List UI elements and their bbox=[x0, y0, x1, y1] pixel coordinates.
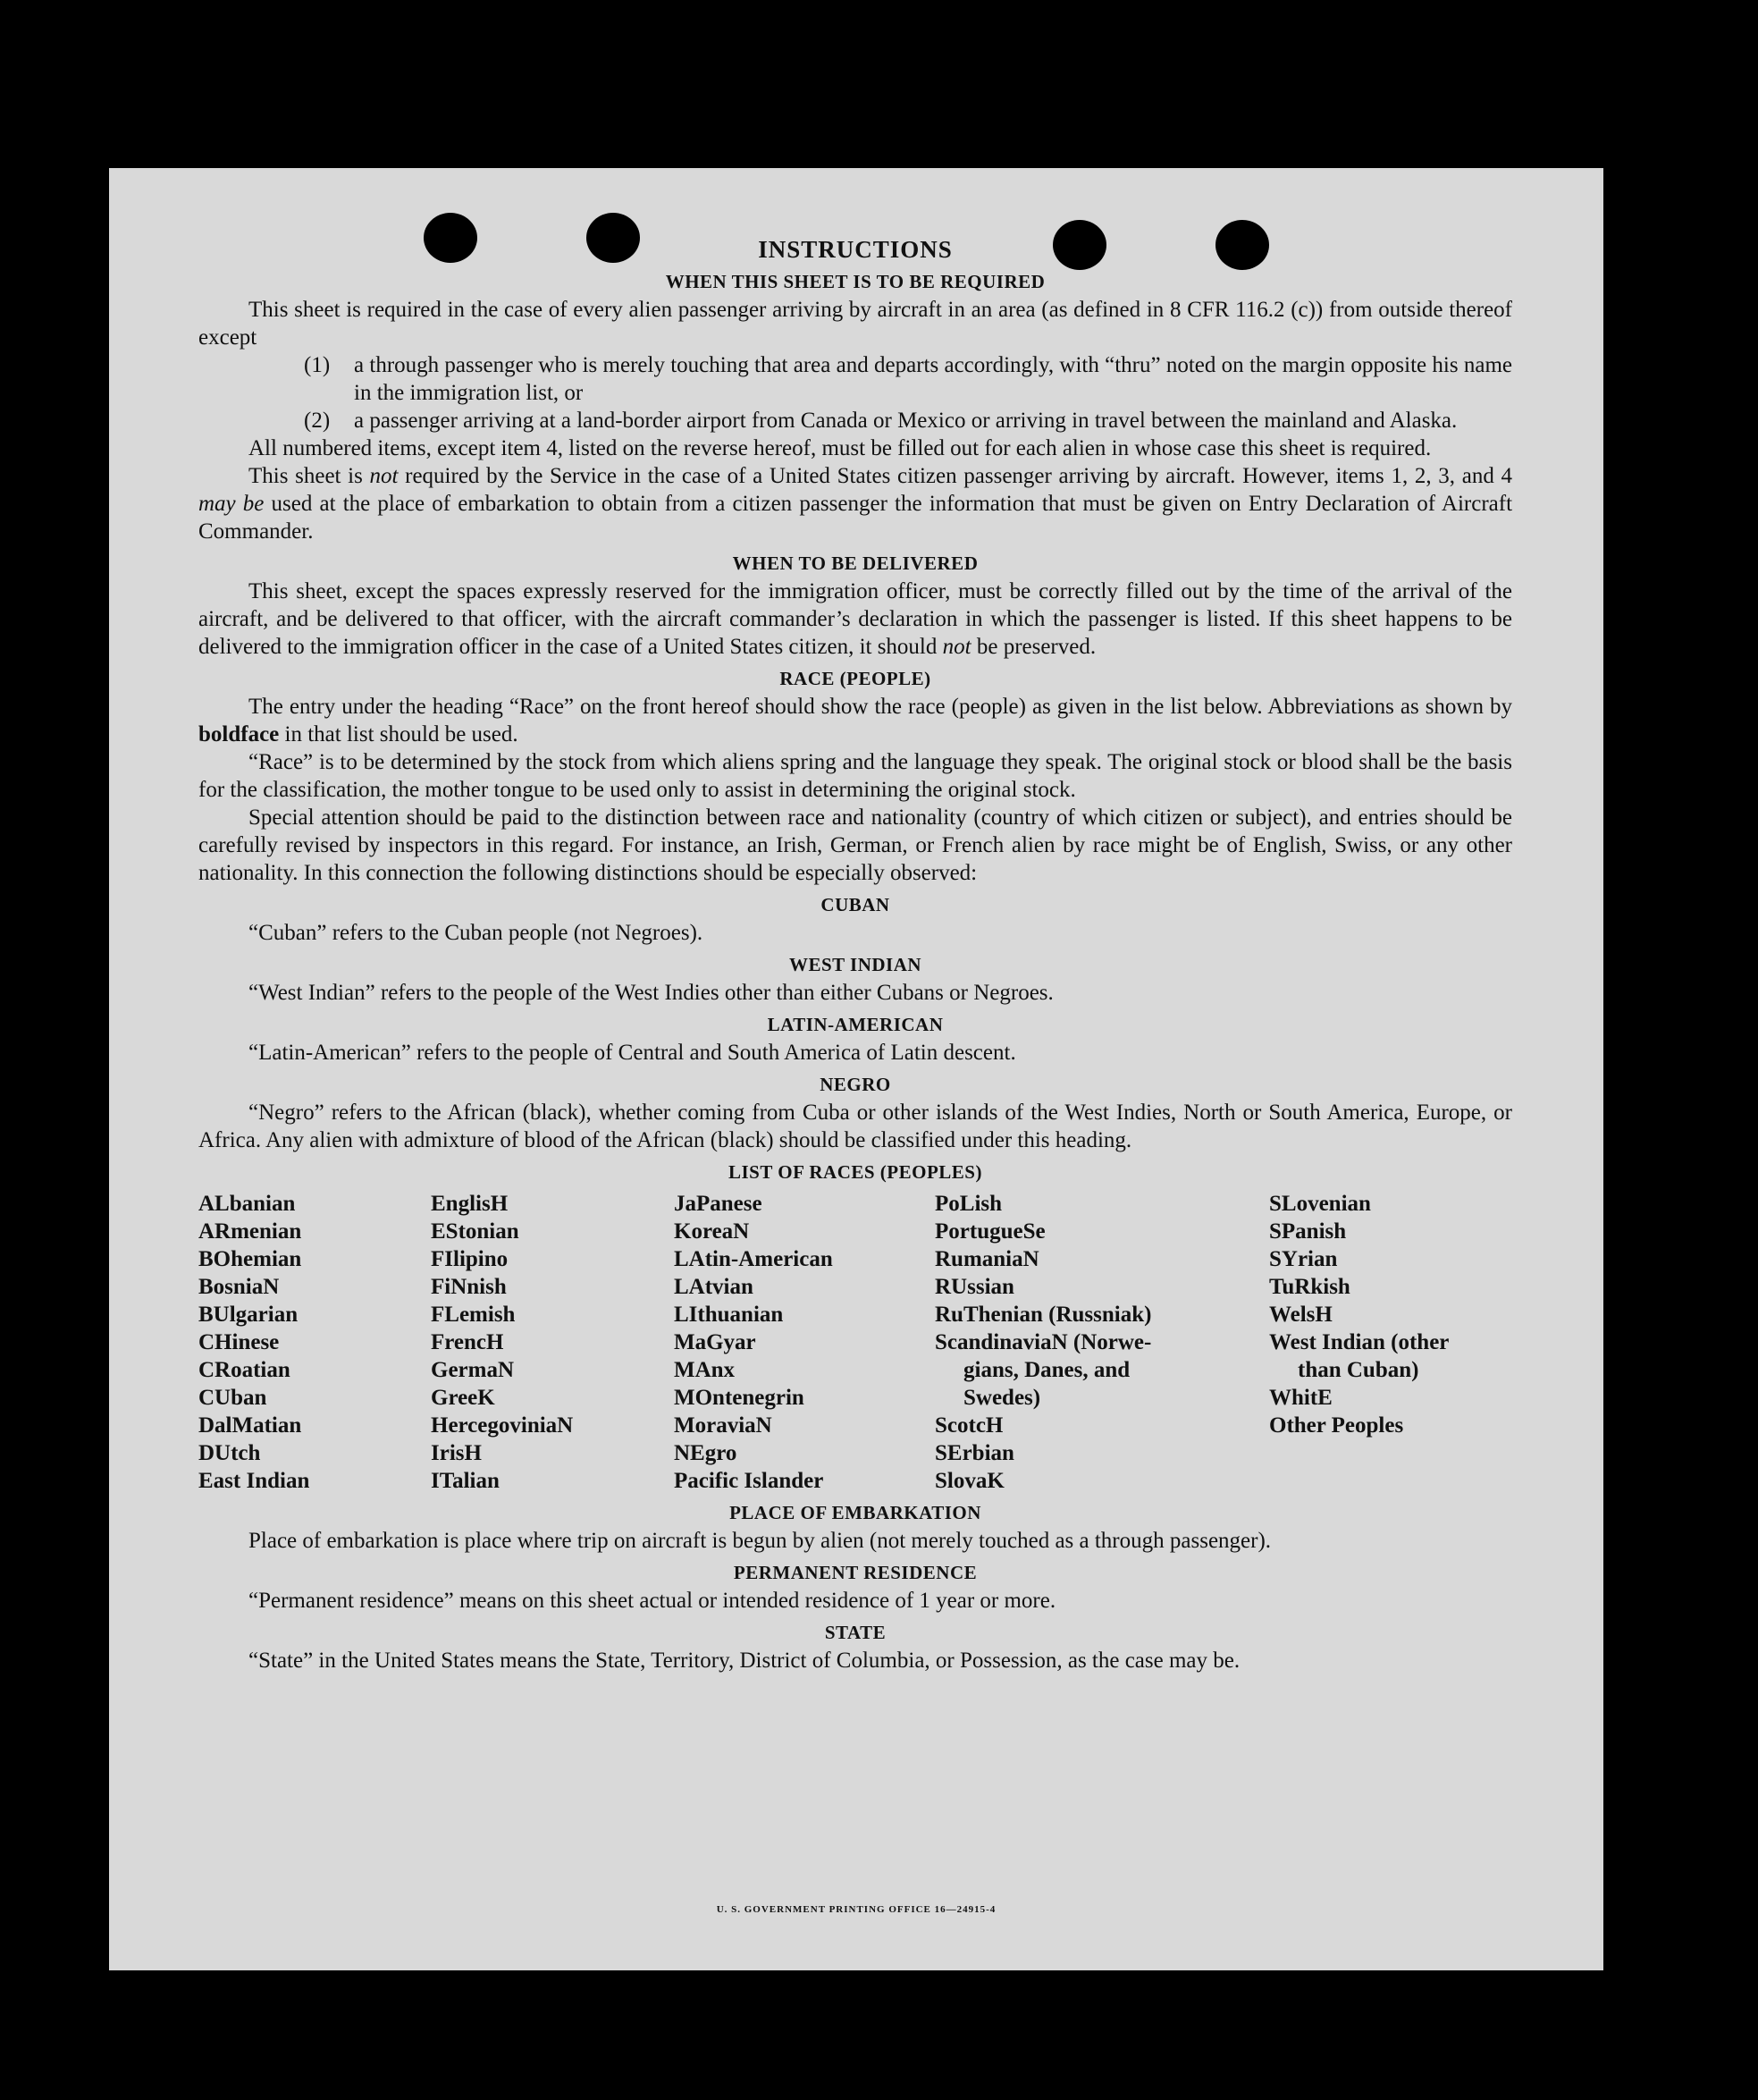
race-item: East Indian bbox=[198, 1469, 310, 1493]
item-text: a through passenger who is merely touching that area and departs accordingly, with “thru” noted on the margin opposite his name in the immigration list, or bbox=[354, 353, 1512, 405]
race-item: Other Peoples bbox=[1269, 1413, 1404, 1438]
race-column-2 bbox=[431, 1190, 674, 1495]
race-item: FiNnish bbox=[431, 1275, 507, 1299]
printing-office-footer: U. S. GOVERNMENT PRINTING OFFICE 16—24915-4 bbox=[716, 1904, 997, 1915]
race-item: WhitE bbox=[1269, 1386, 1333, 1410]
race-item: LAtvian bbox=[674, 1275, 753, 1299]
paragraph: “Negro” refers to the African (black), whether coming from Cuba or other islands of the West Indies, North or South America, Europe, or Africa. Any alien with admixture of blood of the African (black) should be classified under this heading. bbox=[198, 1101, 1512, 1152]
race-item: than Cuban) bbox=[1298, 1358, 1419, 1382]
race-item: IrisH bbox=[431, 1441, 482, 1465]
paragraph: “Latin-American” refers to the people of Central and South America of Latin descent. bbox=[248, 1041, 1016, 1065]
race-item: SLovenian bbox=[1269, 1192, 1371, 1216]
race-item: RuThenian (Russniak) bbox=[935, 1303, 1152, 1327]
race-item: EnglisH bbox=[431, 1192, 509, 1216]
race-item: West Indian (other bbox=[1269, 1330, 1450, 1354]
heading-place-of-embarkation: PLACE OF EMBARKATION bbox=[729, 1502, 981, 1523]
paragraph: The entry under the heading “Race” on the front hereof should show the race (people) as given in the list below. Abbreviations as shown by boldface in that list should be used. bbox=[198, 695, 1512, 746]
paragraph: This sheet is required in the case of every alien passenger arriving by aircraft in an area (as defined in 8 CFR 116.2 (c)) from outside thereof except bbox=[198, 298, 1512, 350]
race-item: FrencH bbox=[431, 1330, 504, 1354]
race-item: HercegoviniaN bbox=[431, 1413, 574, 1438]
heading-when-delivered: WHEN TO BE DELIVERED bbox=[732, 552, 979, 574]
paragraph: This sheet is not required by the Service in the case of a United States citizen passenger arriving by aircraft. However, items 1, 2, 3, and 4 may be used at the place of embarkation to obtain from a citizen passenger the information that must be given on Entry Declaration of Aircraft Commander. bbox=[198, 464, 1513, 544]
heading-when-required: WHEN THIS SHEET IS TO BE REQUIRED bbox=[665, 271, 1046, 292]
race-item: EStonian bbox=[431, 1219, 519, 1244]
paragraph: This sheet, except the spaces expressly reserved for the immigration officer, must be correctly filled out by the time of the arrival of the aircraft, and be delivered to that officer, with the aircraft commander’s declaration in which the passenger is listed. If this sheet happens to be delivered to the immigration officer in the case of a United States citizen, it should not be preserved. bbox=[198, 579, 1512, 659]
race-item: GermaN bbox=[431, 1358, 515, 1382]
race-item: ScotcH bbox=[935, 1413, 1004, 1438]
instructions-content bbox=[198, 232, 1512, 1674]
heading-state: STATE bbox=[824, 1622, 887, 1643]
heading-west-indian: WEST INDIAN bbox=[788, 954, 922, 975]
heading-list-of-races: LIST OF RACES (PEOPLES) bbox=[728, 1161, 982, 1183]
heading-latin-american: LATIN-AMERICAN bbox=[767, 1014, 944, 1035]
race-item: ITalian bbox=[431, 1469, 500, 1493]
paragraph: “State” in the United States means the State, Territory, District of Columbia, or Possession, as the case may be. bbox=[248, 1649, 1241, 1673]
page-title: INSTRUCTIONS bbox=[758, 236, 953, 263]
race-item: RUssian bbox=[935, 1275, 1014, 1299]
paragraph: “Race” is to be determined by the stock from which aliens spring and the language they speak. The original stock or blood shall be the basis for the classification, the mother tongue to be used only to assist in determining the original stock. bbox=[198, 750, 1512, 802]
paragraph: “West Indian” refers to the people of the West Indies other than either Cubans or Negroes. bbox=[248, 981, 1054, 1005]
race-item: MoraviaN bbox=[674, 1413, 772, 1438]
item-text: a passenger arriving at a land-border airport from Canada or Mexico or arriving in travel between the mainland and Alaska. bbox=[354, 409, 1458, 433]
paragraph: Place of embarkation is place where trip on aircraft is begun by alien (not merely touched as a through passenger). bbox=[248, 1529, 1272, 1553]
paragraph: “Cuban” refers to the Cuban people (not Negroes). bbox=[248, 921, 703, 945]
race-list bbox=[198, 1190, 1512, 1495]
race-item: BosniaN bbox=[198, 1275, 280, 1299]
heading-negro: NEGRO bbox=[820, 1074, 891, 1095]
race-item: LAtin-American bbox=[674, 1247, 833, 1271]
document-sheet bbox=[109, 168, 1603, 1970]
race-item: gians, Danes, and bbox=[963, 1358, 1131, 1382]
race-item: Pacific Islander bbox=[674, 1469, 824, 1493]
race-item: BOhemian bbox=[198, 1247, 302, 1271]
race-item: SlovaK bbox=[935, 1469, 1005, 1493]
race-column-4 bbox=[935, 1190, 1269, 1495]
race-item: SErbian bbox=[935, 1441, 1014, 1465]
race-item: CHinese bbox=[198, 1330, 280, 1354]
race-item: LIthuanian bbox=[674, 1303, 784, 1327]
race-item: SYrian bbox=[1269, 1247, 1338, 1271]
item-number: (1) bbox=[304, 353, 331, 377]
race-item: PoLish bbox=[935, 1192, 1003, 1216]
race-item: JaPanese bbox=[674, 1192, 762, 1216]
race-item: ARmenian bbox=[198, 1219, 302, 1244]
paragraph: Special attention should be paid to the distinction between race and nationality (country of which citizen or subject), and entries should be carefully revised by inspectors in this regard. For instance, an Irish, German, or French alien by race might be of English, Swiss, or any other nationality. In this connection the following distinctions should be especially observed: bbox=[198, 805, 1512, 885]
race-item: DUtch bbox=[198, 1441, 261, 1465]
race-item: MOntenegrin bbox=[674, 1386, 804, 1410]
race-item: DalMatian bbox=[198, 1413, 302, 1438]
race-item: CRoatian bbox=[198, 1358, 290, 1382]
paragraph: All numbered items, except item 4, listed on the reverse hereof, must be filled out for each alien in whose case this sheet is required. bbox=[248, 436, 1432, 460]
race-item: PortugueSe bbox=[935, 1219, 1046, 1244]
race-column-3 bbox=[674, 1190, 935, 1495]
heading-permanent-residence: PERMANENT RESIDENCE bbox=[733, 1562, 978, 1583]
paragraph: “Permanent residence” means on this sheet actual or intended residence of 1 year or more. bbox=[248, 1589, 1056, 1613]
race-item: TuRkish bbox=[1269, 1275, 1350, 1299]
race-column-1 bbox=[198, 1190, 431, 1495]
race-item: RumaniaN bbox=[935, 1247, 1039, 1271]
race-item: FLemish bbox=[431, 1303, 516, 1327]
race-item: NEgro bbox=[674, 1441, 737, 1465]
race-item: FIlipino bbox=[431, 1247, 509, 1271]
race-item: WelsH bbox=[1269, 1303, 1333, 1327]
race-item: Swedes) bbox=[963, 1386, 1041, 1410]
heading-race: RACE (PEOPLE) bbox=[779, 668, 931, 689]
race-column-5 bbox=[1269, 1190, 1512, 1495]
race-item: MAnx bbox=[674, 1358, 736, 1382]
race-item: MaGyar bbox=[674, 1330, 756, 1354]
race-item: BUlgarian bbox=[198, 1303, 299, 1327]
race-item: SPanish bbox=[1269, 1219, 1347, 1244]
race-item: GreeK bbox=[431, 1386, 495, 1410]
race-item: KoreaN bbox=[674, 1219, 750, 1244]
numbered-item bbox=[304, 407, 1512, 434]
item-number: (2) bbox=[304, 409, 331, 433]
heading-cuban: CUBAN bbox=[820, 894, 890, 915]
numbered-item bbox=[304, 351, 1512, 407]
race-item: CUban bbox=[198, 1386, 267, 1410]
race-item: ALbanian bbox=[198, 1192, 296, 1216]
race-item: ScandinaviaN (Norwe- bbox=[935, 1330, 1152, 1354]
